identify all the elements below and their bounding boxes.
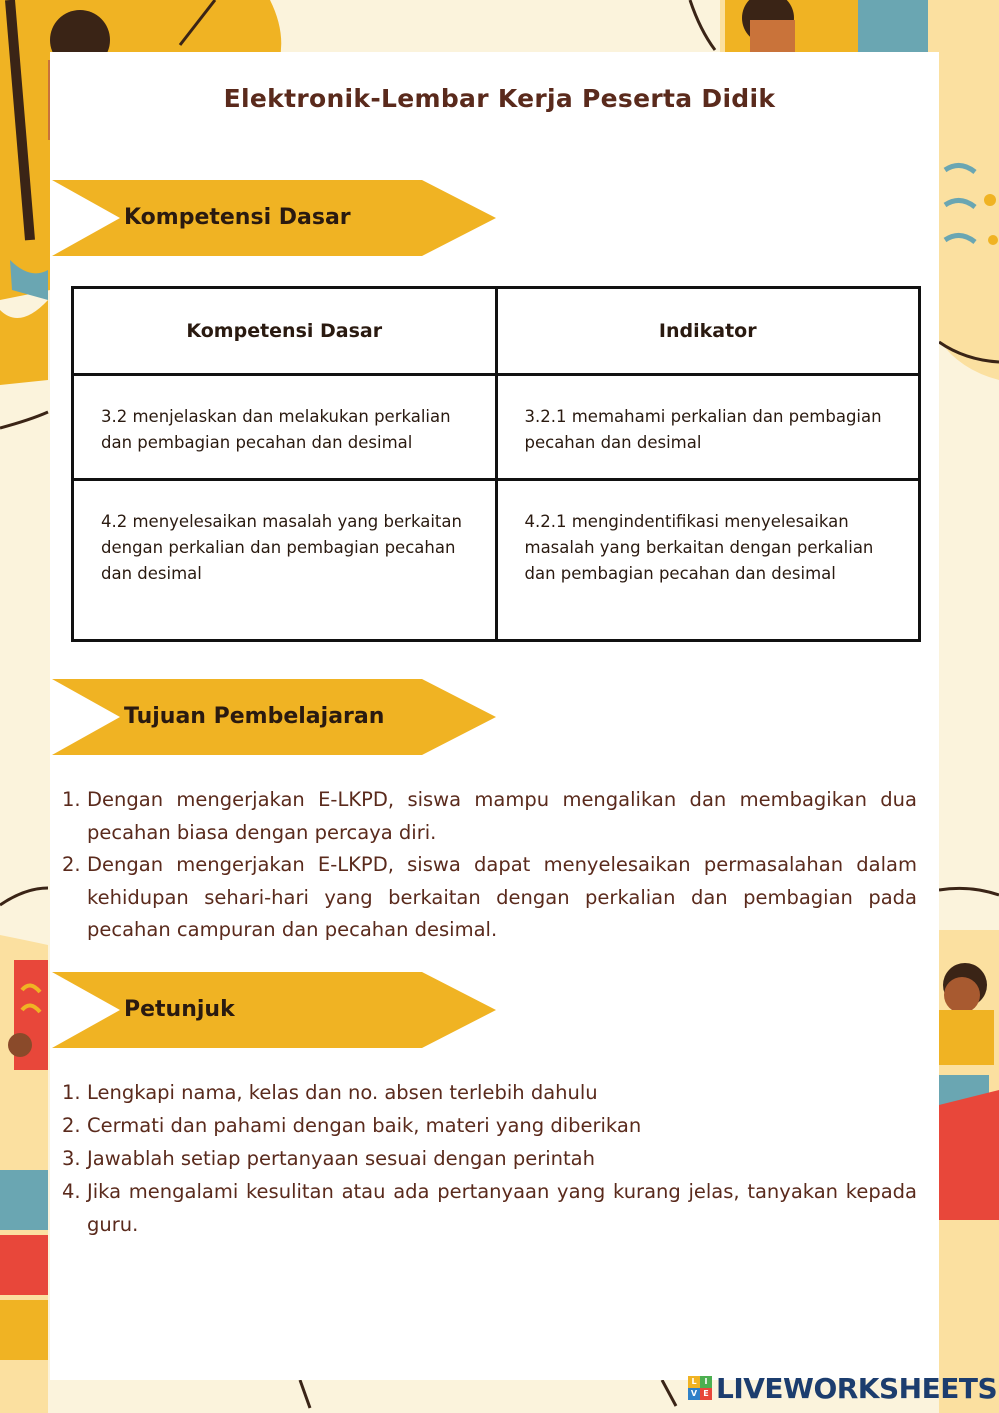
liveworksheets-logo[interactable] xyxy=(688,1370,997,1406)
petunjuk-list xyxy=(62,1076,917,1241)
logo-mark-letter: E xyxy=(700,1388,712,1400)
list-item xyxy=(62,849,917,947)
page-title: Elektronik-Lembar Kerja Peserta Didik xyxy=(223,84,776,113)
section-heading-petunjuk: Petunjuk xyxy=(124,997,235,1022)
list-item xyxy=(62,1076,917,1109)
competency-table xyxy=(71,286,921,642)
list-number: 2. xyxy=(62,1114,81,1137)
list-number: 1. xyxy=(62,788,81,811)
list-number: 4. xyxy=(62,1180,81,1203)
list-item-text: Jawablah setiap pertanyaan sesuai dengan perintah xyxy=(87,1147,595,1170)
list-number: 1. xyxy=(62,1081,81,1104)
list-item-text: Lengkapi nama, kelas dan no. absen terlebih dahulu xyxy=(87,1081,598,1104)
logo-mark-letter: L xyxy=(688,1376,700,1388)
section-banner-kompetensi xyxy=(52,180,496,256)
logo-text: LIVEWORKSHEETS xyxy=(716,1371,998,1405)
list-number: 3. xyxy=(62,1147,81,1170)
list-item xyxy=(62,1142,917,1175)
table-cell: 4.2.1 mengindentifikasi menyelesaikan masalah yang berkaitan dengan perkalian dan pembagian pecahan dan desimal xyxy=(496,480,920,641)
table-cell: 3.2 menjelaskan dan melakukan perkalian dan pembagian pecahan dan desimal xyxy=(73,375,497,480)
table-cell: 3.2.1 memahami perkalian dan pembagian pecahan dan desimal xyxy=(496,375,920,480)
list-item xyxy=(62,1175,917,1241)
table-row xyxy=(73,375,920,480)
section-banner-tujuan xyxy=(52,679,496,755)
logo-mark-icon xyxy=(688,1376,712,1400)
list-number: 2. xyxy=(62,853,81,876)
tujuan-list xyxy=(62,784,917,947)
list-item-text: Dengan mengerjakan E-LKPD, siswa mampu mengalikan dan membagikan dua pecahan biasa dengan percaya diri. xyxy=(87,788,917,844)
list-item xyxy=(62,1109,917,1142)
table-header-indikator: Indikator xyxy=(496,288,920,375)
logo-mark-letter: V xyxy=(688,1388,700,1400)
section-banner-petunjuk xyxy=(52,972,496,1048)
logo-mark-letter: I xyxy=(700,1376,712,1388)
list-item xyxy=(62,784,917,849)
list-item-text: Dengan mengerjakan E-LKPD, siswa dapat menyelesaikan permasalahan dalam kehidupan sehari-hari yang berkaitan dengan perkalian dan pembagian pada pecahan campuran dan pecahan desimal. xyxy=(87,853,917,941)
list-item-text: Cermati dan pahami dengan baik, materi yang diberikan xyxy=(87,1114,642,1137)
section-heading-tujuan: Tujuan Pembelajaran xyxy=(124,704,385,729)
list-item-text: Jika mengalami kesulitan atau ada pertanyaan yang kurang jelas, tanyakan kepada guru. xyxy=(87,1180,917,1236)
section-heading-kompetensi: Kompetensi Dasar xyxy=(124,205,351,230)
table-header-kompetensi: Kompetensi Dasar xyxy=(73,288,497,375)
table-row xyxy=(73,480,920,641)
banner-arrow-shape xyxy=(52,972,496,1048)
table-cell: 4.2 menyelesaikan masalah yang berkaitan dengan perkalian dan pembagian pecahan dan desimal xyxy=(73,480,497,641)
